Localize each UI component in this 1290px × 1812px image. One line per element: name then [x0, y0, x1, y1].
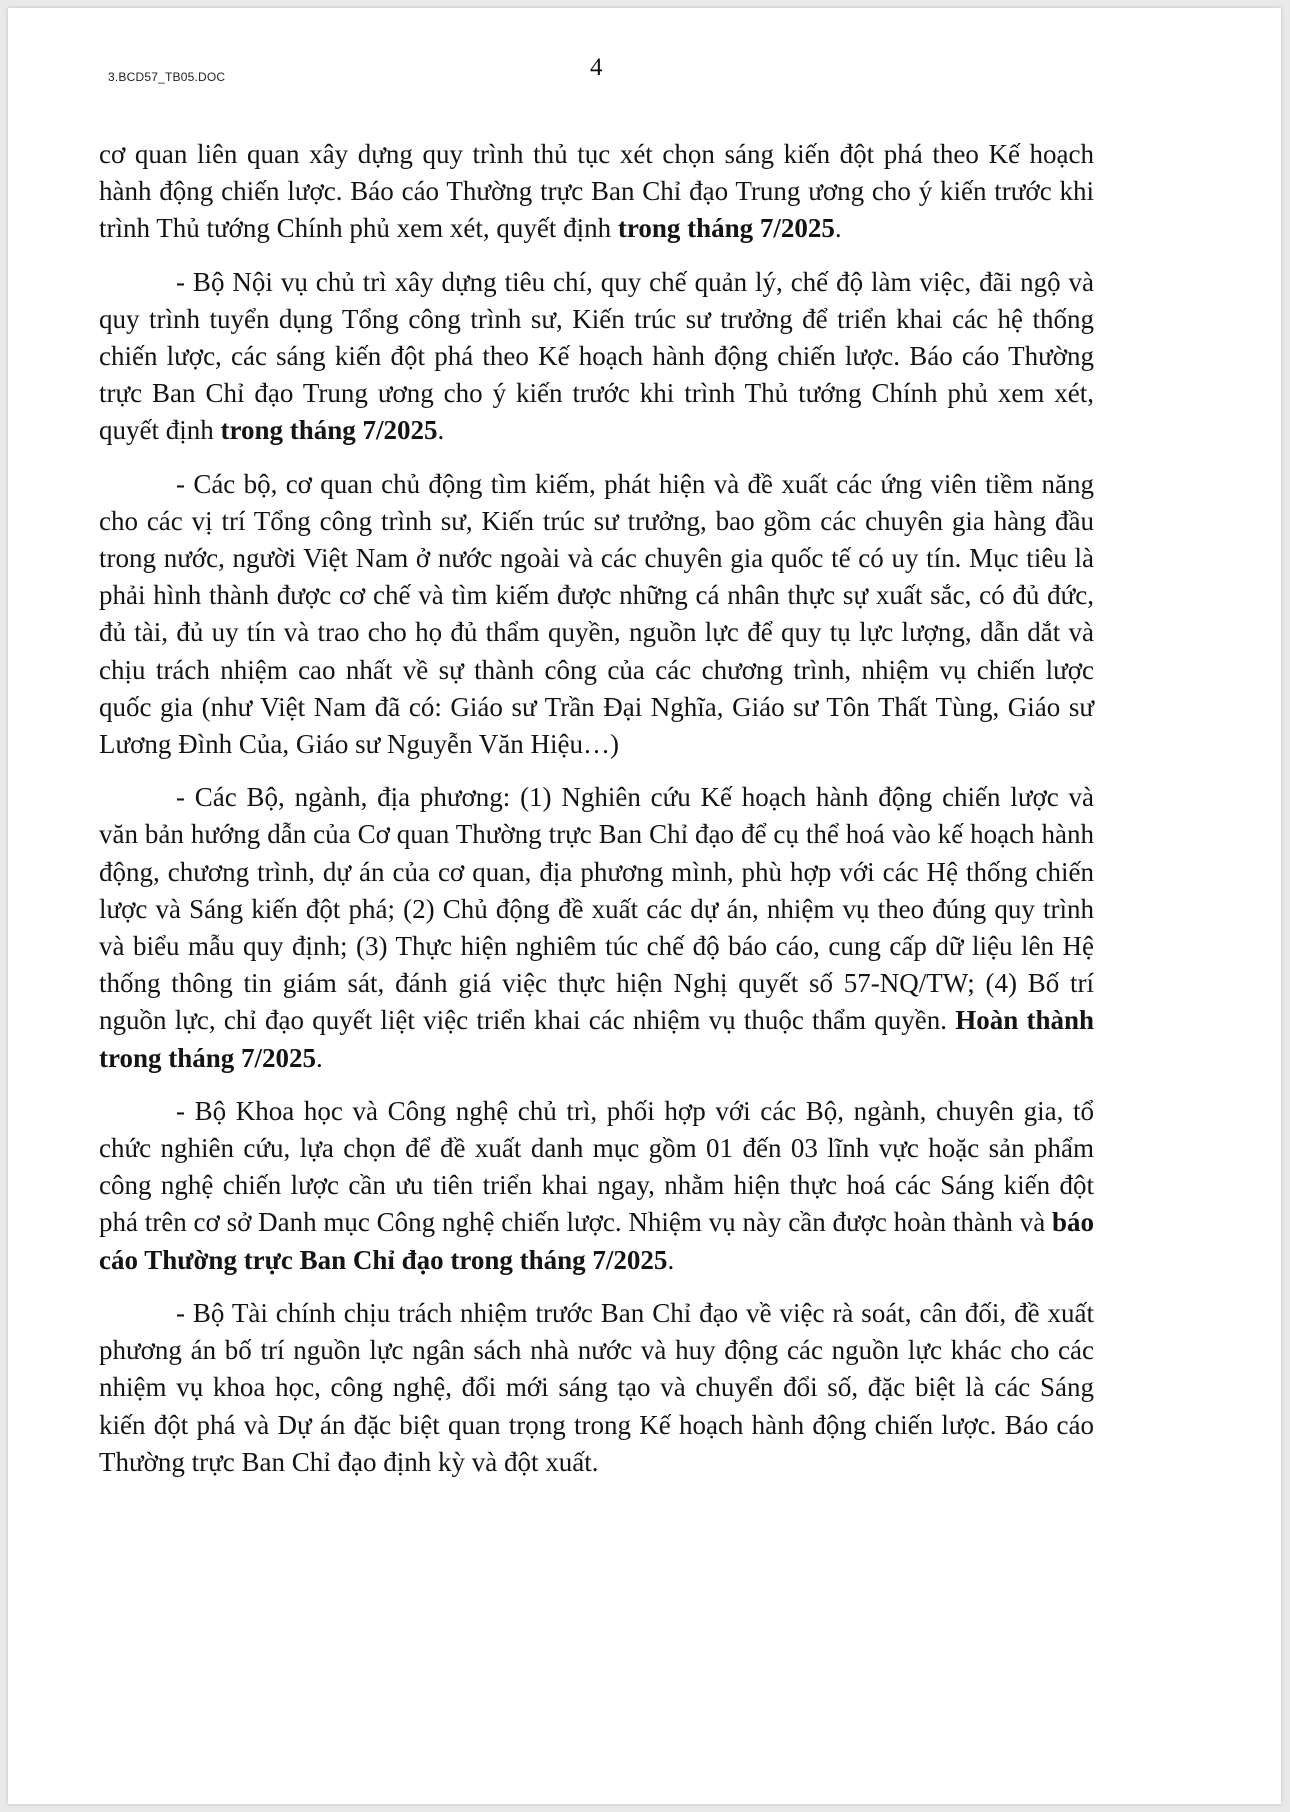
paragraph-text-end: .: [667, 1244, 675, 1275]
paragraph: [99, 1093, 1094, 1279]
paragraph-text: - Các bộ, cơ quan chủ động tìm kiếm, phát hiện và đề xuất các ứng viên tiềm năng cho các vị trí Tổng công trình sư, Kiến trúc sư trưởng, bao gồm các chuyên gia hàng đầu trong nước, người Việt Nam ở nước ngoài và các chuyên gia quốc tế có uy tín. Mục tiêu là phải hình thành được cơ chế và tìm kiếm được những cá nhân thực sự xuất sắc, có đủ đức, đủ tài, đủ uy tín và trao cho họ đủ thẩm quyền, nguồn lực để quy tụ lực lượng, dẫn dắt và chịu trách nhiệm cao nhất về sự thành công của các chương trình, nhiệm vụ chiến lược quốc gia (như Việt Nam đã có: Giáo sư Trần Đại Nghĩa, Giáo sư Tôn Thất Tùng, Giáo sư Lương Đình Của, Giáo sư Nguyễn Văn Hiệu…): [99, 468, 1094, 760]
paragraph: [99, 779, 1094, 1077]
paragraph-bold-text: trong tháng 7/2025: [220, 415, 438, 446]
document-body: [99, 136, 1094, 1497]
paragraph: [99, 264, 1094, 450]
paragraph-text: - Bộ Khoa học và Công nghệ chủ trì, phối hợp với các Bộ, ngành, chuyên gia, tổ chức nghiên cứu, lựa chọn để đề xuất danh mục gồm 01 đến 03 lĩnh vực hoặc sản phẩm công nghệ chiến lược cần ưu tiên triển khai ngay, nhằm hiện thực hoá các Sáng kiến đột phá trên cơ sở Danh mục Công nghệ chiến lược. Nhiệm vụ này cần được hoàn thành và: [99, 1095, 1094, 1238]
file-name-label: 3.BCD57_TB05.DOC: [108, 70, 226, 84]
paragraph: [99, 136, 1094, 248]
paragraph: [99, 1295, 1094, 1481]
paragraph-bold-text: báo cáo Thường trực Ban Chỉ đạo trong tháng 7/2025: [99, 1207, 1094, 1275]
paragraph: [99, 466, 1094, 764]
page-number: 4: [590, 54, 603, 81]
paragraph-text: cơ quan liên quan xây dựng quy trình thủ tục xét chọn sáng kiến đột phá theo Kế hoạch hành động chiến lược. Báo cáo Thường trực Ban Chỉ đạo Trung ương cho ý kiến trước khi trình Thủ tướng Chính phủ xem xét, quyết định: [99, 139, 1094, 244]
paragraph-text: - Các Bộ, ngành, địa phương: (1) Nghiên cứu Kế hoạch hành động chiến lược và văn bản hướng dẫn của Cơ quan Thường trực Ban Chỉ đạo để cụ thể hoá vào kế hoạch hành động, chương trình, dự án của cơ quan, địa phương mình, phù hợp với các Hệ thống chiến lược và Sáng kiến đột phá; (2) Chủ động đề xuất các dự án, nhiệm vụ theo đúng quy trình và biểu mẫu quy định; (3) Thực hiện nghiêm túc chế độ báo cáo, cung cấp dữ liệu lên Hệ thống thông tin giám sát, đánh giá việc thực hiện Nghị quyết số 57-NQ/TW; (4) Bố trí nguồn lực, chỉ đạo quyết liệt việc triển khai các nhiệm vụ thuộc thẩm quyền.: [99, 782, 1094, 1036]
paragraph-text-end: .: [834, 213, 842, 244]
paragraph-bold-text: Hoàn thành trong tháng 7/2025: [99, 1005, 1094, 1073]
document-page: [8, 8, 1281, 1804]
paragraph-bold-text: trong tháng 7/2025: [617, 213, 835, 244]
paragraph-text: - Bộ Tài chính chịu trách nhiệm trước Ban Chỉ đạo về việc rà soát, cân đối, đề xuất phương án bố trí nguồn lực ngân sách nhà nước và huy động các nguồn lực khác cho các nhiệm vụ khoa học, công nghệ, đổi mới sáng tạo và chuyển đổi số, đặc biệt là các Sáng kiến đột phá và Dự án đặc biệt quan trọng trong Kế hoạch hành động chiến lược. Báo cáo Thường trực Ban Chỉ đạo định kỳ và đột xuất.: [99, 1297, 1094, 1477]
paragraph-text-end: .: [316, 1042, 323, 1073]
paragraph-text: - Bộ Nội vụ chủ trì xây dựng tiêu chí, quy chế quản lý, chế độ làm việc, đãi ngộ và quy trình tuyển dụng Tổng công trình sư, Kiến trúc sư trưởng để triển khai các hệ thống chiến lược, các sáng kiến đột phá theo Kế hoạch hành động chiến lược. Báo cáo Thường trực Ban Chỉ đạo Trung ương cho ý kiến trước khi trình Thủ tướng Chính phủ xem xét, quyết định: [99, 266, 1094, 446]
paragraph-text-end: .: [437, 415, 445, 446]
